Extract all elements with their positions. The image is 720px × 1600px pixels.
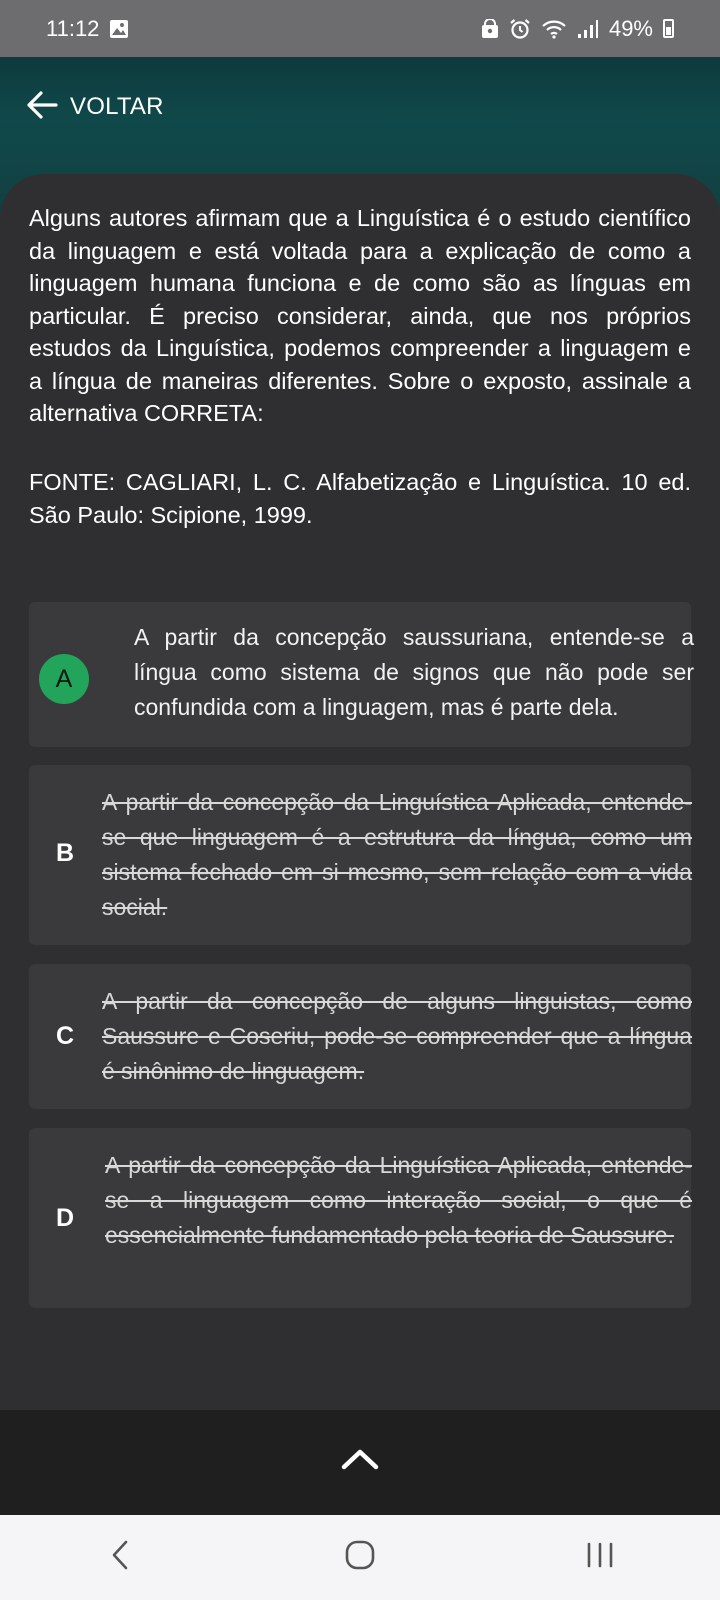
chevron-up-icon[interactable] — [340, 1447, 380, 1471]
back-button[interactable] — [26, 87, 164, 127]
option-text: A partir da concepção da Linguística Aplicada, entende-se a linguagem como interação social, o que é essencialmente fundamentado pela teoria de Saussure. — [105, 1152, 692, 1248]
option-a[interactable] — [29, 602, 694, 747]
option-d[interactable] — [29, 1128, 691, 1308]
status-time: 11:12 — [46, 15, 100, 41]
alarm-icon — [509, 18, 531, 40]
option-letter: B — [55, 838, 75, 867]
question-text: Alguns autores afirmam que a Linguística é o estudo científico da linguagem e está voltada para a explicação de como a linguagem humana funciona e de como são as línguas em particular. É preciso considerar, ainda, que nos próprios estudos da Linguística, podemos compreender a linguagem e a língua de maneiras diferentes. Sobre o exposto, assinale a alternativa CORRETA: — [29, 205, 691, 426]
recents-icon — [585, 1541, 615, 1574]
back-label: VOLTAR — [70, 93, 164, 120]
option-letter: C — [55, 1021, 75, 1050]
signal-icon — [577, 19, 599, 39]
option-letter: D — [55, 1203, 75, 1232]
option-b[interactable] — [29, 765, 691, 945]
nav-recents-button[interactable] — [570, 1528, 630, 1588]
status-bar — [0, 0, 720, 57]
option-text: A partir da concepção da Linguística Aplicada, entende-se que linguagem é a estrutura da língua, como um sistema fechado em si mesmo, sem relação com a vida social. — [102, 789, 692, 920]
option-text: A partir da concepção de alguns linguistas, como Saussure e Coseriu, pode-se compreender que a língua é sinônimo de linguagem. — [102, 988, 692, 1084]
nav-back-button[interactable] — [90, 1528, 150, 1588]
question-source: FONTE: CAGLIARI, L. C. Alfabetização e Linguística. 10 ed. São Paulo: Scipione, 1999. — [29, 469, 691, 528]
bottom-bar — [0, 1410, 720, 1515]
gallery-notification-icon — [109, 19, 129, 39]
chevron-left-icon — [110, 1539, 130, 1576]
option-text: A partir da concepção saussuriana, entende-se a língua como sistema de signos que não pode ser confundida com a linguagem, mas é parte dela. — [134, 624, 694, 720]
battery-icon — [663, 19, 674, 38]
home-icon — [345, 1540, 375, 1575]
lock-app-icon — [481, 19, 499, 39]
option-letter: A — [39, 654, 89, 704]
battery-percent: 49% — [608, 15, 653, 41]
status-bar-left — [46, 16, 129, 42]
arrow-left-icon — [26, 90, 58, 125]
nav-home-button[interactable] — [330, 1528, 390, 1588]
wifi-icon — [541, 19, 567, 39]
system-nav-bar — [0, 1515, 720, 1600]
option-c[interactable] — [29, 964, 691, 1109]
status-bar-right — [481, 16, 674, 42]
